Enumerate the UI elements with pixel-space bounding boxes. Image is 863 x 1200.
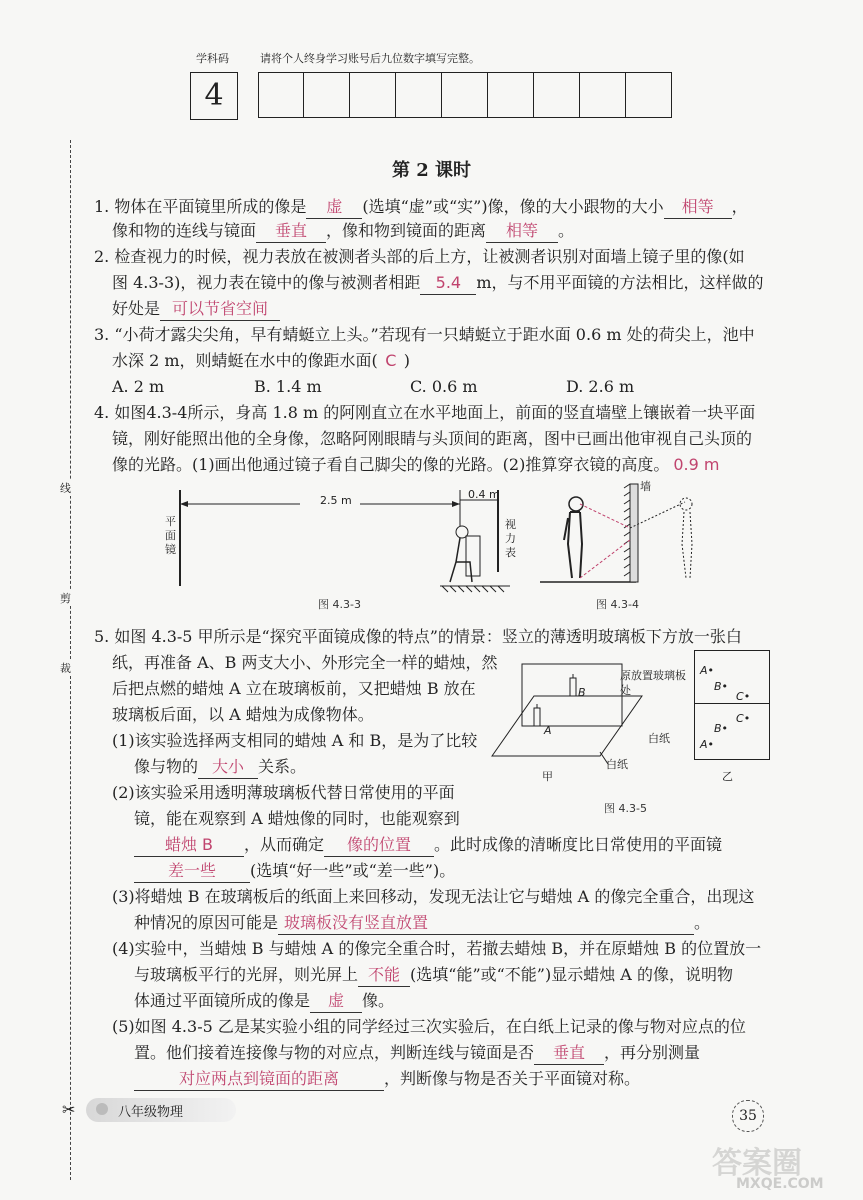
answer-5-2a[interactable]: 蜡烛 B (134, 834, 244, 857)
answer-5-1[interactable]: 大小 (198, 756, 258, 779)
subject-code-label: 学科码 (196, 52, 229, 65)
fig433-dist2: 0.4 m (468, 488, 500, 501)
digit-box[interactable] (350, 72, 396, 118)
option-b[interactable]: B. 1.4 m (254, 377, 322, 396)
page-title: 第 2 课时 (391, 160, 472, 181)
answer-5-2b[interactable]: 像的位置 (324, 834, 434, 857)
point-b2: B• (714, 722, 729, 735)
fig433-mirror-label: 平面镜 (165, 515, 176, 556)
answer-5-5b[interactable]: 对应两点到镜面的距离 (134, 1068, 384, 1091)
question-1-line-1: 1. 物体在平面镜里所成的像是 虚 (选填“虚”或“实”)像，像的大小跟物的大小 相等 ， (94, 196, 748, 219)
digit-box[interactable] (580, 72, 626, 118)
cut-label-cut: 剪 (60, 592, 71, 605)
fig435-jia: 甲 (542, 770, 553, 783)
fig435-paper2: 白纸 (648, 732, 670, 745)
watermark-logo: 答案圈 (712, 1146, 802, 1181)
answer-5-2c[interactable]: 差一些 (134, 860, 250, 883)
question-2-line-1: 2. 检查视力的时候，视力表放在被测者头部的后上方，让被测者识别对面墙上镜子里的像(如 (94, 247, 745, 266)
answer-1-4[interactable]: 相等 (486, 220, 558, 243)
digit-box[interactable] (626, 72, 672, 118)
question-2-line-3: 好处是 可以节省空间 (112, 298, 280, 321)
answer-3[interactable]: C (385, 351, 397, 370)
q5-sub2-line-3: 蜡烛 B ，从而确定 像的位置 。此时成像的清晰度比日常使用的平面镜 (134, 834, 722, 857)
fig434-wall-label: 墙 (640, 480, 651, 493)
figure-4-3-4 (540, 478, 720, 590)
option-d[interactable]: D. 2.6 m (566, 377, 635, 396)
answer-2-1[interactable]: 5.4 (420, 272, 476, 295)
answer-5-5a[interactable]: 垂直 (534, 1042, 604, 1065)
point-c1: C• (736, 690, 751, 703)
subject-code: 4 (204, 78, 224, 113)
q5-sub4-line-1: (4)实验中，当蜡烛 B 与蜡烛 A 的像完全重合时，若撤去蜡烛 B，并在原蜡烛 B 的位置放一 (112, 939, 762, 958)
header-instruction: 请将个人终身学习账号后九位数字填写完整。 (260, 52, 480, 65)
account-digit-boxes[interactable] (258, 72, 672, 118)
answer-1-3[interactable]: 垂直 (256, 220, 326, 243)
answer-1-2[interactable]: 相等 (664, 196, 732, 219)
question-2-line-2: 图 4.3-3)，视力表在镜中的像与被测者相距 5.4 m，与不用平面镜的方法相比，这样做的 (112, 272, 764, 295)
q5-sub1-line-1: (1)该实验选择两支相同的蜡烛 A 和 B，是为了比较 (112, 731, 478, 750)
scissors-icon: ✂ (62, 1100, 76, 1119)
answer-5-3[interactable]: 玻璃板没有竖直放置 (278, 912, 694, 935)
question-5-line-2: 纸，再准备 A、B 两支大小、外形完全一样的蜡烛，然 (112, 653, 498, 672)
fig435-label-b: B (578, 686, 586, 699)
answer-5-4b[interactable]: 虚 (310, 990, 362, 1013)
footer-dot-icon (96, 1103, 108, 1115)
q5-sub3-line-2: 种情况的原因可能是 玻璃板没有竖直放置 。 (134, 912, 710, 935)
fig435-paper: 白纸 (606, 758, 628, 771)
q5-sub4-line-3: 体通过平面镜所成的像是 虚 像。 (134, 990, 394, 1013)
question-3-line-1: 3. “小荷才露尖尖角，早有蜻蜓立上头。”若现有一只蜻蜓立于距水面 0.6 m 处的荷尖上，池中 (94, 325, 755, 344)
fig435-yi: 乙 (722, 770, 733, 783)
footer-book-title: 八年级物理 (118, 1105, 184, 1120)
q5-sub5-line-1: (5)如图 4.3-5 乙是某实验小组的同学经过三次实验后，在白纸上记录的像与物对应点的位 (112, 1017, 746, 1036)
question-4-line-2: 镜，刚好能照出他的全身像，忽略阿刚眼睛与头顶间的距离，图中已画出他审视自己头顶的 (112, 429, 753, 448)
digit-box[interactable] (304, 72, 350, 118)
q5-sub1-line-2: 像与物的 大小 关系。 (134, 756, 306, 779)
fig434-caption: 图 4.3-4 (596, 598, 639, 611)
subject-code-box (190, 72, 238, 120)
q5-sub3-line-1: (3)将蜡烛 B 在玻璃板后的纸面上来回移动，发现无法让它与蜡烛 A 的像完全重合，出现这 (112, 887, 755, 906)
fig433-caption: 图 4.3-3 (318, 598, 361, 611)
digit-box[interactable] (534, 72, 580, 118)
cut-label-line: 线 (60, 482, 71, 495)
glass-position-line (694, 703, 770, 704)
fig433-dist1: 2.5 m (320, 494, 352, 507)
fig435-label-a: A (544, 724, 552, 737)
q5-sub5-line-2: 置。他们接着连接像与物的对应点，判断连线与镜面是否 垂直 ，再分别测量 (134, 1042, 700, 1065)
digit-box[interactable] (488, 72, 534, 118)
watermark-url: MXQE.COM (736, 1176, 824, 1192)
digit-box[interactable] (258, 72, 304, 118)
fig435-caption: 图 4.3-5 (604, 802, 647, 815)
option-c[interactable]: C. 0.6 m (410, 377, 478, 396)
answer-1-1[interactable]: 虚 (306, 196, 362, 219)
fig433-chart-label: 视力表 (505, 518, 516, 559)
point-a1: A• (700, 664, 715, 677)
question-4-line-1: 4. 如图4.3-4所示，身高 1.8 m 的阿刚直立在水平地面上，前面的竖直墙壁上镶嵌着一块平面 (94, 403, 756, 422)
answer-5-4a[interactable]: 不能 (358, 964, 410, 987)
question-4-line-3: 像的光路。(1)画出他通过镜子看自己脚尖的像的光路。(2)推算穿衣镜的高度。 0.9 m (112, 455, 720, 474)
point-a2: A• (700, 738, 715, 751)
q5-sub2-line-1: (2)该实验采用透明薄玻璃板代替日常使用的平面 (112, 783, 455, 802)
point-b1: B• (714, 680, 729, 693)
q5-sub2-line-4: 差一些 (选填“好一些”或“差一些”)。 (134, 860, 455, 883)
question-5-line-4: 玻璃板后面，以 A 蜡烛为成像物体。 (112, 705, 374, 724)
q5-sub4-line-2: 与玻璃板平行的光屏，则光屏上 不能 (选填“能”或“不能”)显示蜡烛 A 的像，说明物 (134, 964, 733, 987)
question-3-line-2: 水深 2 m，则蜻蜓在水中的像距水面( C ) (112, 351, 411, 370)
answer-2-2[interactable]: 可以节省空间 (160, 298, 280, 321)
option-a[interactable]: A. 2 m (112, 377, 165, 396)
cut-label-trim: 裁 (60, 662, 71, 675)
digit-box[interactable] (442, 72, 488, 118)
fig435-glass-pos: 原放置玻璃板处 (620, 669, 686, 697)
digit-box[interactable] (396, 72, 442, 118)
point-c2: C• (736, 712, 751, 725)
q5-sub2-line-2: 镜，能在观察到 A 蜡烛像的同时，也能观察到 (134, 809, 460, 828)
answer-4[interactable]: 0.9 m (673, 455, 720, 474)
question-5-line-1: 5. 如图 4.3-5 甲所示是“探究平面镜成像的特点”的情景：竖立的薄透明玻璃板下方放一张白 (94, 627, 742, 646)
page-number: 35 (732, 1100, 764, 1132)
question-5-line-3: 后把点燃的蜡烛 A 立在玻璃板前，又把蜡烛 B 放在 (112, 679, 476, 698)
question-1-line-2: 像和物的连线与镜面 垂直 ，像和物到镜面的距离 相等 。 (112, 220, 574, 243)
q5-sub5-line-3: 对应两点到镜面的距离 ，判断像与物是否关于平面镜对称。 (134, 1068, 640, 1091)
